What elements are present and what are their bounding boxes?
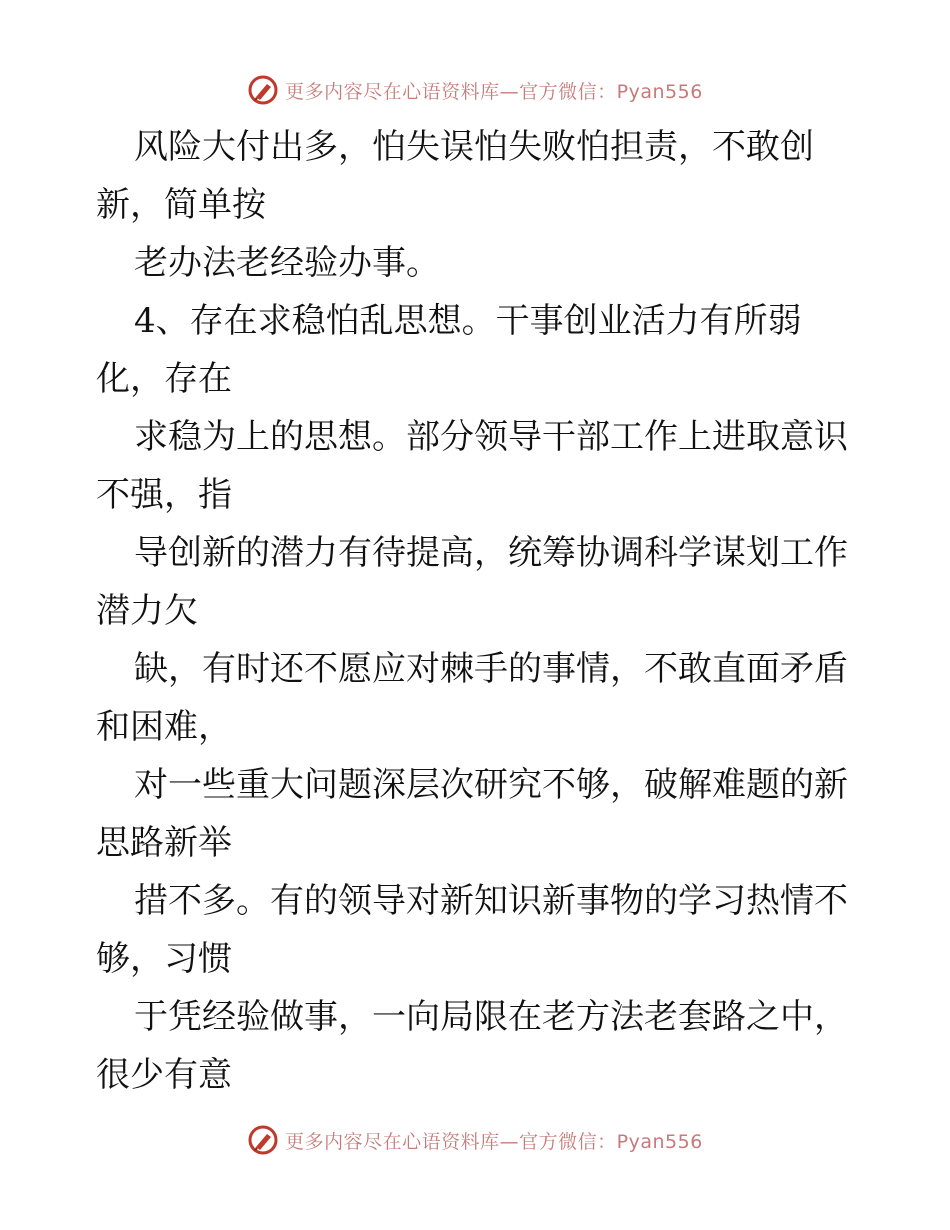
pen-logo-icon xyxy=(247,1124,279,1156)
body-line: 措不多。有的领导对新知识新事物的学习热情不 xyxy=(134,881,848,921)
body-line: 求稳为上的思想。部分领导干部工作上进取意识 xyxy=(134,417,848,457)
header-watermark xyxy=(0,70,950,110)
watermark-text: 更多内容尽在心语资料库—官方微信：Pyan556 xyxy=(285,1130,703,1153)
body-line: 缺，有时还不愿应对棘手的事情，不敢直面矛盾 xyxy=(134,649,848,689)
body-line: 风险大付出多，怕失误怕失败怕担责，不敢创 xyxy=(134,127,814,167)
body-line: 新，简单按 xyxy=(96,185,266,225)
body-line: 很少有意 xyxy=(96,1055,232,1095)
body-line: 思路新举 xyxy=(96,823,232,863)
watermark-text: 更多内容尽在心语资料库—官方微信：Pyan556 xyxy=(285,80,703,103)
pen-logo-icon xyxy=(247,74,279,106)
document-body xyxy=(96,118,856,1104)
body-line: 导创新的潜力有待提高，统筹协调科学谋划工作 xyxy=(134,533,848,573)
body-line: 潜力欠 xyxy=(96,591,198,631)
body-line: 4、存在求稳怕乱思想。干事创业活力有所弱 xyxy=(134,301,802,341)
body-line: 对一些重大问题深层次研究不够，破解难题的新 xyxy=(134,765,848,805)
body-line: 和困难， xyxy=(96,707,232,747)
body-line: 够，习惯 xyxy=(96,939,232,979)
body-line: 老办法老经验办事。 xyxy=(134,243,440,283)
body-line: 化，存在 xyxy=(96,359,232,399)
footer-watermark xyxy=(0,1120,950,1160)
body-line: 于凭经验做事，一向局限在老方法老套路之中， xyxy=(134,997,848,1037)
body-line: 不强，指 xyxy=(96,475,232,515)
